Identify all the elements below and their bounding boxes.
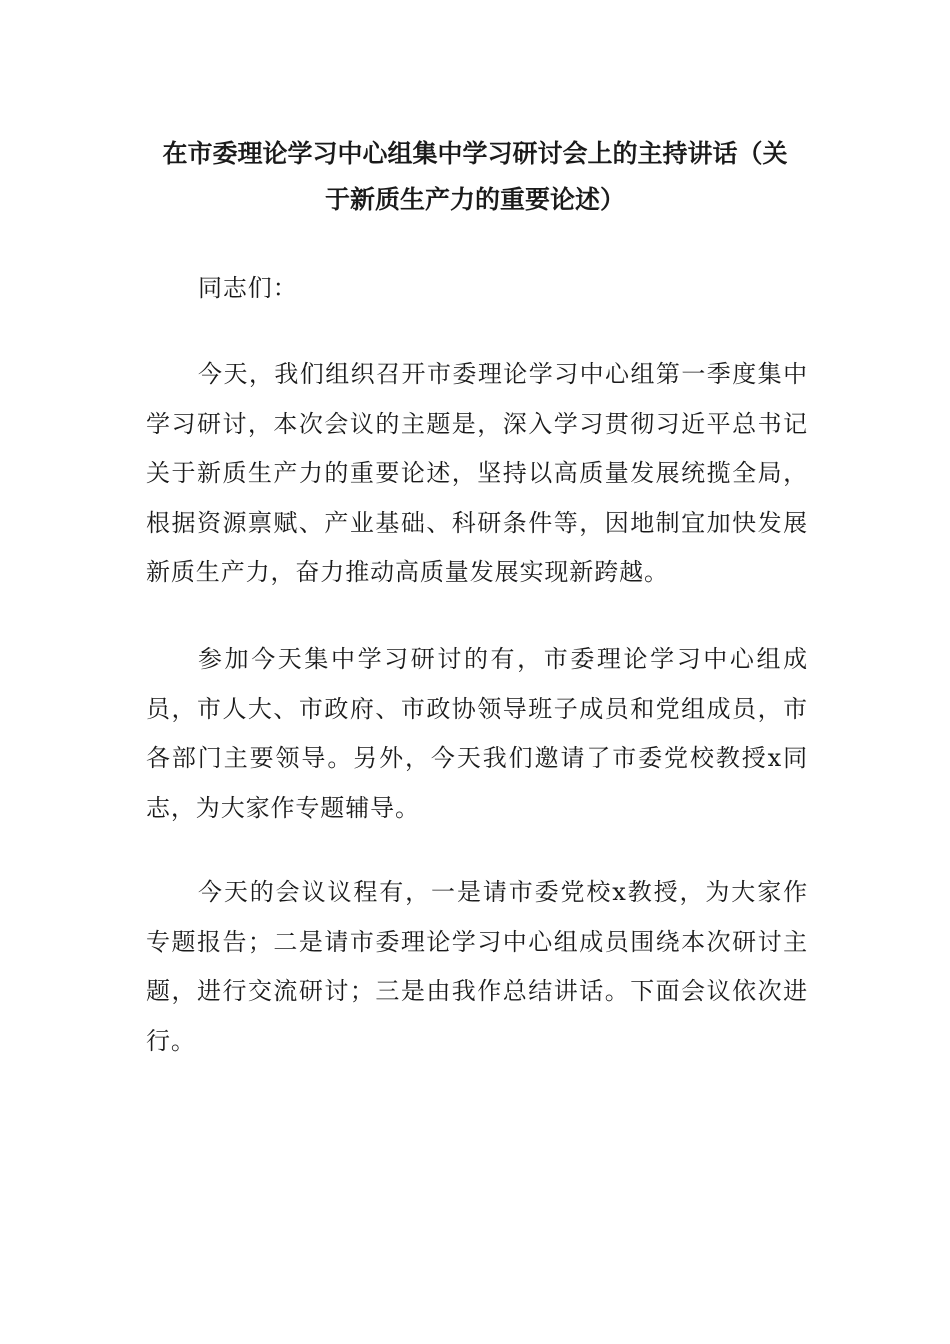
paragraph-agenda: 今天的会议议程有，一是请市委党校x教授，为大家作专题报告；二是请市委理论学习中心组成员围绕本次研讨主题，进行交流研讨；三是由我作总结讲话。下面会议依次进行。 <box>146 878 808 1055</box>
paragraph-attendees: 参加今天集中学习研讨的有，市委理论学习中心组成员，市人大、市政府、市政协领导班子成员和党组成员，市各部门主要领导。另外，今天我们邀请了市委党校教授x同志，为大家作专题辅导。 <box>146 645 808 822</box>
paragraph-opening: 今天，我们组织召开市委理论学习中心组第一季度集中学习研讨，本次会议的主题是，深入学习贯彻习近平总书记关于新质生产力的重要论述，坚持以高质量发展统揽全局，根据资源禀赋、产业基础、科研条件等，因地制宜加快发展新质生产力，奋力推动高质量发展实现新跨越。 <box>146 360 808 586</box>
title-line-2: 于新质生产力的重要论述） <box>324 185 625 214</box>
title-line-1: 在市委理论学习中心组集中学习研讨会上的主持讲话（关 <box>162 139 788 168</box>
salutation: 同志们： <box>198 274 298 302</box>
document-title <box>140 131 810 223</box>
